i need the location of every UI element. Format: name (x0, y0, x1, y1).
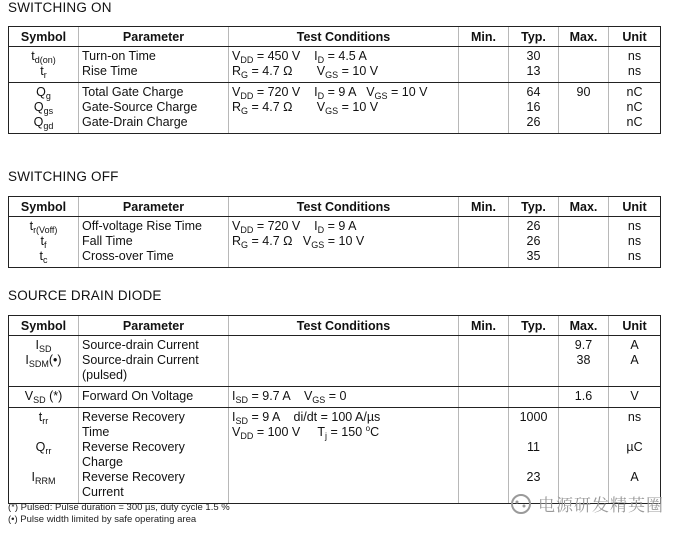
symbol: $I_{RRM}$ (31, 470, 56, 486)
parameter-line: Source-drain Current (82, 353, 199, 367)
symbol: $t_r$ (40, 64, 47, 80)
condition-line: $V_{DD} = 720$ V $I_D = 9$ A (232, 219, 357, 235)
condition-subscript: G (241, 70, 249, 80)
max-cell (559, 47, 609, 83)
min-cell (459, 336, 509, 387)
symbol-cell (9, 387, 79, 408)
unit-value: ns (627, 64, 642, 78)
table-body (9, 47, 661, 134)
condition-subscript: GS (325, 70, 339, 80)
symbol-subscript: SDM (28, 359, 49, 369)
unit-value (612, 455, 657, 470)
symbol-cell (9, 47, 79, 83)
watermark (508, 491, 664, 516)
condition-line: $V_{DD} = 450$ V $I_D = 4.5$ A (232, 49, 367, 65)
parameter-line: Time (82, 425, 110, 439)
table-row (9, 83, 661, 134)
typ-value (512, 455, 555, 470)
parameter-cell (79, 47, 229, 83)
unit-cell (609, 83, 661, 134)
symbol (12, 455, 75, 470)
test-conditions-cell (229, 336, 459, 387)
table-row (9, 217, 661, 268)
parameter-line: Gate-Drain Charge (82, 115, 188, 129)
parameter-cell (79, 83, 229, 134)
column-header-min: Min. (459, 197, 509, 217)
column-header-testconditions: Test Conditions (229, 197, 459, 217)
unit-value: A (630, 338, 639, 352)
unit-value: ns (627, 249, 642, 263)
unit-value: ns (627, 219, 642, 233)
typ-value: 1000 (519, 410, 548, 424)
unit-value: ns (627, 410, 642, 424)
unit-value: A (630, 353, 639, 367)
test-conditions-cell (229, 408, 459, 504)
parameter-line: Off-voltage Rise Time (82, 219, 202, 233)
max-cell (559, 217, 609, 268)
test-conditions-cell (229, 217, 459, 268)
column-header-typ: Typ. (509, 316, 559, 336)
parameter-line: Reverse Recovery (82, 440, 185, 454)
symbol: $t_f$ (40, 234, 47, 250)
column-header-testconditions: Test Conditions (229, 316, 459, 336)
symbol-subscript: RRM (34, 476, 56, 486)
parameter-line: (pulsed) (82, 368, 128, 382)
unit-value: nC (626, 100, 643, 114)
symbol-subscript: rr (42, 416, 49, 426)
column-header-typ: Typ. (509, 27, 559, 47)
column-header-max: Max. (559, 27, 609, 47)
column-header-min: Min. (459, 316, 509, 336)
condition-subscript: GS (325, 106, 339, 116)
symbol-cell (9, 83, 79, 134)
symbol-subscript: r (43, 70, 47, 80)
unit-value: ns (627, 49, 642, 63)
symbol-cell (9, 336, 79, 387)
unit-cell (609, 217, 661, 268)
unit-cell (609, 387, 661, 408)
typ-value: 64 (526, 85, 541, 99)
min-cell (459, 83, 509, 134)
symbol-subscript: g (45, 91, 51, 101)
min-cell (459, 217, 509, 268)
header-row (9, 27, 661, 47)
column-header-parameter: Parameter (79, 316, 229, 336)
column-header-symbol: Symbol (9, 197, 79, 217)
max-value: 1.6 (574, 389, 593, 403)
condition-subscript: D (317, 225, 325, 235)
condition-line: $R_G = 4.7$ Ω $V_{GS} = 10$ V (232, 64, 379, 80)
typ-cell (509, 387, 559, 408)
unit-value (612, 425, 657, 440)
test-conditions-cell (229, 387, 459, 408)
max-cell (559, 336, 609, 387)
unit-cell (609, 47, 661, 83)
unit-value: A (630, 470, 639, 484)
column-header-symbol: Symbol (9, 27, 79, 47)
typ-cell (509, 47, 559, 83)
parameter-line: Charge (82, 455, 123, 469)
condition-line: $I_{SD} = 9$ A di/dt = 100 A/µs (232, 410, 381, 426)
typ-value (512, 425, 555, 440)
typ-value: 30 (526, 49, 541, 63)
column-header-typ: Typ. (509, 197, 559, 217)
parameter-line: Turn-on Time (82, 49, 156, 63)
symbol: $I_{SD}$ (35, 338, 52, 354)
typ-value: 13 (526, 64, 541, 78)
section-title-switching-on: SWITCHING ON (8, 0, 112, 15)
table-header (9, 27, 661, 47)
min-cell (459, 387, 509, 408)
typ-value: 23 (526, 470, 541, 484)
column-header-min: Min. (459, 27, 509, 47)
condition-subscript: GS (312, 395, 326, 405)
column-header-parameter: Parameter (79, 27, 229, 47)
watermark-text: 电源研发精英圈 (538, 496, 664, 515)
parameter-line: Reverse Recovery (82, 410, 185, 424)
parameter-cell (79, 387, 229, 408)
table-header (9, 197, 661, 217)
symbol: $t_{r(Voff)}$ (29, 219, 58, 235)
footnote-pulsed: (*) Pulsed: Pulse duration = 300 µs, duty cycle 1.5 % (8, 502, 230, 513)
condition-subscript: GS (374, 91, 388, 101)
symbol-subscript: rr (45, 446, 52, 456)
symbol: $V_{SD}$ (*) (24, 389, 63, 405)
condition-subscript: DD (240, 91, 254, 101)
typ-cell (509, 408, 559, 504)
section-title-switching-off: SWITCHING OFF (8, 169, 119, 184)
column-header-max: Max. (559, 197, 609, 217)
unit-value: nC (626, 115, 643, 129)
unit-value: V (630, 389, 639, 403)
condition-subscript: GS (311, 240, 325, 250)
condition-subscript: G (241, 106, 249, 116)
test-conditions-cell (229, 47, 459, 83)
parameter-cell (79, 336, 229, 387)
symbol: $t_c$ (39, 249, 48, 265)
table-header (9, 316, 661, 336)
header-row (9, 197, 661, 217)
column-header-unit: Unit (609, 197, 661, 217)
column-header-parameter: Parameter (79, 197, 229, 217)
parameter-line: Forward On Voltage (82, 389, 194, 403)
typ-value: 11 (527, 440, 540, 454)
superscript: o (365, 424, 371, 433)
symbol: $Q_{rr}$ (35, 440, 52, 456)
condition-line: $V_{DD} = 100$ V $T_j = 150$ $^o$C (232, 424, 380, 441)
test-conditions-cell (229, 83, 459, 134)
unit-cell (609, 336, 661, 387)
max-value: 90 (576, 85, 591, 99)
max-cell (559, 387, 609, 408)
symbol: $Q_{gs}$ (33, 100, 54, 116)
condition-subscript: D (317, 55, 325, 65)
typ-value: 26 (526, 234, 541, 248)
typ-cell (509, 336, 559, 387)
typ-value: 16 (526, 100, 541, 114)
condition-line: $V_{DD} = 720$ V $I_D = 9$ A $V_{GS} = 10$ V (232, 85, 428, 101)
condition-subscript: G (241, 240, 249, 250)
parameter-line: Reverse Recovery (82, 470, 185, 484)
wechat-logo-icon (508, 493, 534, 515)
parameter-line: Total Gate Charge (82, 85, 184, 99)
symbol-subscript: gd (43, 121, 54, 131)
parameter-cell (79, 217, 229, 268)
symbol-subscript: SD (33, 395, 46, 405)
footnote-pulse-width: (•) Pulse width limited by safe operating area (8, 514, 197, 525)
symbol-cell (9, 217, 79, 268)
symbol: $t_{rr}$ (38, 410, 49, 426)
unit-cell (609, 408, 661, 504)
parameter-line: Fall Time (82, 234, 133, 248)
symbol: $Q_{gd}$ (33, 115, 54, 131)
condition-subscript: SD (235, 395, 248, 405)
parameter-line: Source-drain Current (82, 338, 199, 352)
condition-subscript: SD (235, 416, 248, 426)
max-value: 38 (576, 353, 591, 367)
typ-value: 26 (526, 115, 541, 129)
max-cell (559, 83, 609, 134)
symbol: $t_{d(on)}$ (31, 49, 56, 65)
column-header-testconditions: Test Conditions (229, 27, 459, 47)
switching-on-table (8, 26, 661, 134)
symbol-subscript: SD (38, 344, 52, 354)
table-row (9, 387, 661, 408)
symbol-subscript: gs (43, 106, 54, 116)
condition-line: $R_G = 4.7$ Ω $V_{GS} = 10$ V (232, 234, 365, 250)
max-value: 9.7 (574, 338, 593, 352)
switching-off-table (8, 196, 661, 268)
symbol-cell (9, 408, 79, 504)
condition-subscript: DD (240, 431, 254, 441)
typ-cell (509, 217, 559, 268)
parameter-line: Gate-Source Charge (82, 100, 198, 114)
condition-subscript: D (317, 91, 325, 101)
table-row (9, 47, 661, 83)
section-title-source-drain-diode: SOURCE DRAIN DIODE (8, 288, 162, 303)
column-header-symbol: Symbol (9, 316, 79, 336)
source-drain-diode-table (8, 315, 661, 504)
symbol: $I_{SDM}(•)$ (25, 353, 62, 369)
condition-line: $R_G = 4.7$ Ω $V_{GS} = 10$ V (232, 100, 379, 116)
condition-subscript: DD (240, 55, 254, 65)
min-cell (459, 408, 509, 504)
symbol-subscript: f (43, 240, 47, 250)
table-row (9, 408, 661, 504)
parameter-line: Current (82, 485, 124, 499)
parameter-line: Cross-over Time (82, 249, 174, 263)
footnotes (8, 502, 230, 526)
symbol (12, 425, 75, 440)
condition-line: $I_{SD} = 9.7$ A $V_{GS} = 0$ (232, 389, 347, 405)
column-header-unit: Unit (609, 27, 661, 47)
min-cell (459, 47, 509, 83)
symbol-subscript: c (42, 255, 48, 265)
typ-value: 26 (526, 219, 541, 233)
unit-value: nC (626, 85, 643, 99)
column-header-max: Max. (559, 316, 609, 336)
condition-subscript: DD (240, 225, 254, 235)
unit-value: µC (626, 440, 643, 454)
typ-value: 35 (526, 249, 541, 263)
symbol-subscript: r(Voff) (33, 225, 58, 235)
table-body (9, 336, 661, 504)
header-row (9, 316, 661, 336)
symbol: $Q_g$ (36, 85, 51, 101)
table-row (9, 336, 661, 387)
unit-value: ns (627, 234, 642, 248)
parameter-cell (79, 408, 229, 504)
typ-cell (509, 83, 559, 134)
column-header-unit: Unit (609, 316, 661, 336)
symbol-subscript: d(on) (34, 55, 56, 65)
condition-subscript: j (325, 431, 328, 441)
table-body (9, 217, 661, 268)
max-cell (559, 408, 609, 504)
parameter-line: Rise Time (82, 64, 138, 78)
